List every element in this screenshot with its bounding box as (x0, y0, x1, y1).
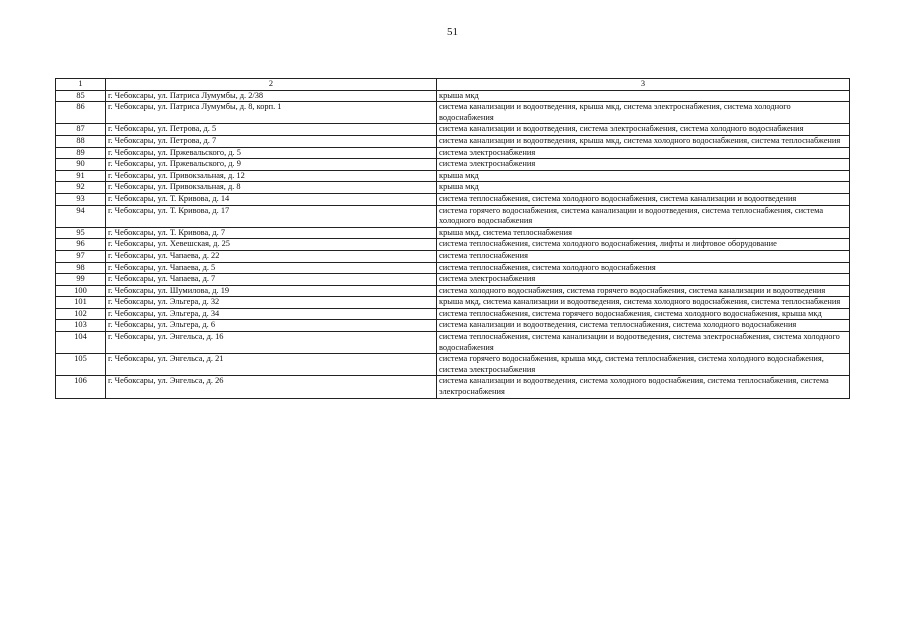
systems-cell: крыша мкд (437, 170, 850, 182)
table-row (56, 102, 850, 124)
row-number: 96 (56, 239, 106, 251)
systems-cell: система теплоснабжения, система холодного водоснабжения, лифты и лифтовое оборудование (437, 239, 850, 251)
systems-cell: крыша мкд, система теплоснабжения (437, 227, 850, 239)
table-row (56, 193, 850, 205)
systems-cell: система канализации и водоотведения, крыша мкд, система холодного водоснабжения, система теплоснабжения (437, 135, 850, 147)
row-number: 105 (56, 354, 106, 376)
row-number: 93 (56, 193, 106, 205)
address-cell: г. Чебоксары, ул. Привокзальная, д. 8 (106, 182, 437, 194)
systems-cell: система теплоснабжения, система холодного водоснабжения, система канализации и водоотведения (437, 193, 850, 205)
table-row (56, 376, 850, 398)
table-row (56, 205, 850, 227)
systems-cell: система холодного водоснабжения, система горячего водоснабжения, система канализации и водоотведения (437, 285, 850, 297)
systems-cell: система электроснабжения (437, 159, 850, 171)
systems-cell: система теплоснабжения, система холодного водоснабжения (437, 262, 850, 274)
table-row (56, 135, 850, 147)
table-row (56, 239, 850, 251)
table-row (56, 285, 850, 297)
address-cell: г. Чебоксары, ул. Патриса Лумумбы, д. 8, корп. 1 (106, 102, 437, 124)
address-cell: г. Чебоксары, ул. Хевешская, д. 25 (106, 239, 437, 251)
row-number: 86 (56, 102, 106, 124)
row-number: 106 (56, 376, 106, 398)
table-row (56, 332, 850, 354)
systems-cell: система канализации и водоотведения, система электроснабжения, система холодного водоснабжения (437, 124, 850, 136)
address-cell: г. Чебоксары, ул. Энгельса, д. 26 (106, 376, 437, 398)
address-cell: г. Чебоксары, ул. Патриса Лумумбы, д. 2/38 (106, 90, 437, 102)
column-header-3: 3 (437, 79, 850, 91)
systems-cell: система горячего водоснабжения, система канализации и водоотведения, система теплоснабжения, система холодного водоснабжения (437, 205, 850, 227)
row-number: 89 (56, 147, 106, 159)
table-row (56, 308, 850, 320)
address-cell: г. Чебоксары, ул. Шумилова, д. 19 (106, 285, 437, 297)
address-cell: г. Чебоксары, ул. Пржевальского, д. 9 (106, 159, 437, 171)
table-row (56, 250, 850, 262)
row-number: 99 (56, 274, 106, 286)
systems-cell: крыша мкд, система канализации и водоотведения, система холодного водоснабжения, система теплоснабжения (437, 297, 850, 309)
systems-cell: система канализации и водоотведения, система холодного водоснабжения, система теплоснабжения, система электроснабжения (437, 376, 850, 398)
table-row (56, 354, 850, 376)
address-cell: г. Чебоксары, ул. Привокзальная, д. 12 (106, 170, 437, 182)
address-cell: г. Чебоксары, ул. Т. Кривова, д. 17 (106, 205, 437, 227)
row-number: 102 (56, 308, 106, 320)
address-cell: г. Чебоксары, ул. Эльгера, д. 34 (106, 308, 437, 320)
table-header-row (56, 79, 850, 91)
housing-systems-table (55, 78, 850, 399)
page-number: 51 (447, 26, 458, 38)
table-row (56, 182, 850, 194)
address-cell: г. Чебоксары, ул. Эльгера, д. 32 (106, 297, 437, 309)
row-number: 87 (56, 124, 106, 136)
row-number: 95 (56, 227, 106, 239)
row-number: 101 (56, 297, 106, 309)
address-cell: г. Чебоксары, ул. Пржевальского, д. 5 (106, 147, 437, 159)
address-cell: г. Чебоксары, ул. Эльгера, д. 6 (106, 320, 437, 332)
row-number: 97 (56, 250, 106, 262)
table-row (56, 170, 850, 182)
row-number: 100 (56, 285, 106, 297)
row-number: 104 (56, 332, 106, 354)
address-cell: г. Чебоксары, ул. Энгельса, д. 16 (106, 332, 437, 354)
table-row (56, 90, 850, 102)
address-cell: г. Чебоксары, ул. Петрова, д. 7 (106, 135, 437, 147)
systems-cell: система теплоснабжения, система горячего водоснабжения, система холодного водоснабжения, крыша мкд (437, 308, 850, 320)
table-row (56, 159, 850, 171)
row-number: 90 (56, 159, 106, 171)
table-row (56, 227, 850, 239)
systems-cell: система электроснабжения (437, 274, 850, 286)
address-cell: г. Чебоксары, ул. Т. Кривова, д. 7 (106, 227, 437, 239)
address-cell: г. Чебоксары, ул. Чапаева, д. 5 (106, 262, 437, 274)
systems-cell: крыша мкд (437, 90, 850, 102)
row-number: 94 (56, 205, 106, 227)
column-header-2: 2 (106, 79, 437, 91)
address-cell: г. Чебоксары, ул. Энгельса, д. 21 (106, 354, 437, 376)
systems-cell: система электроснабжения (437, 147, 850, 159)
row-number: 88 (56, 135, 106, 147)
table-row (56, 320, 850, 332)
address-cell: г. Чебоксары, ул. Петрова, д. 5 (106, 124, 437, 136)
row-number: 92 (56, 182, 106, 194)
systems-cell: система горячего водоснабжения, крыша мкд, система теплоснабжения, система холодного водоснабжения, система электроснабжения (437, 354, 850, 376)
address-cell: г. Чебоксары, ул. Т. Кривова, д. 14 (106, 193, 437, 205)
table-row (56, 124, 850, 136)
systems-cell: крыша мкд (437, 182, 850, 194)
row-number: 103 (56, 320, 106, 332)
systems-cell: система канализации и водоотведения, система теплоснабжения, система холодного водоснабжения (437, 320, 850, 332)
systems-cell: система теплоснабжения (437, 250, 850, 262)
table-row (56, 274, 850, 286)
row-number: 91 (56, 170, 106, 182)
column-header-1: 1 (56, 79, 106, 91)
table-row (56, 262, 850, 274)
table-body (56, 90, 850, 398)
address-cell: г. Чебоксары, ул. Чапаева, д. 22 (106, 250, 437, 262)
systems-cell: система теплоснабжения, система канализации и водоотведения, система электроснабжения, система холодного водоснабжения (437, 332, 850, 354)
row-number: 98 (56, 262, 106, 274)
table-row (56, 147, 850, 159)
row-number: 85 (56, 90, 106, 102)
systems-cell: система канализации и водоотведения, крыша мкд, система электроснабжения, система холодного водоснабжения (437, 102, 850, 124)
address-cell: г. Чебоксары, ул. Чапаева, д. 7 (106, 274, 437, 286)
table-row (56, 297, 850, 309)
